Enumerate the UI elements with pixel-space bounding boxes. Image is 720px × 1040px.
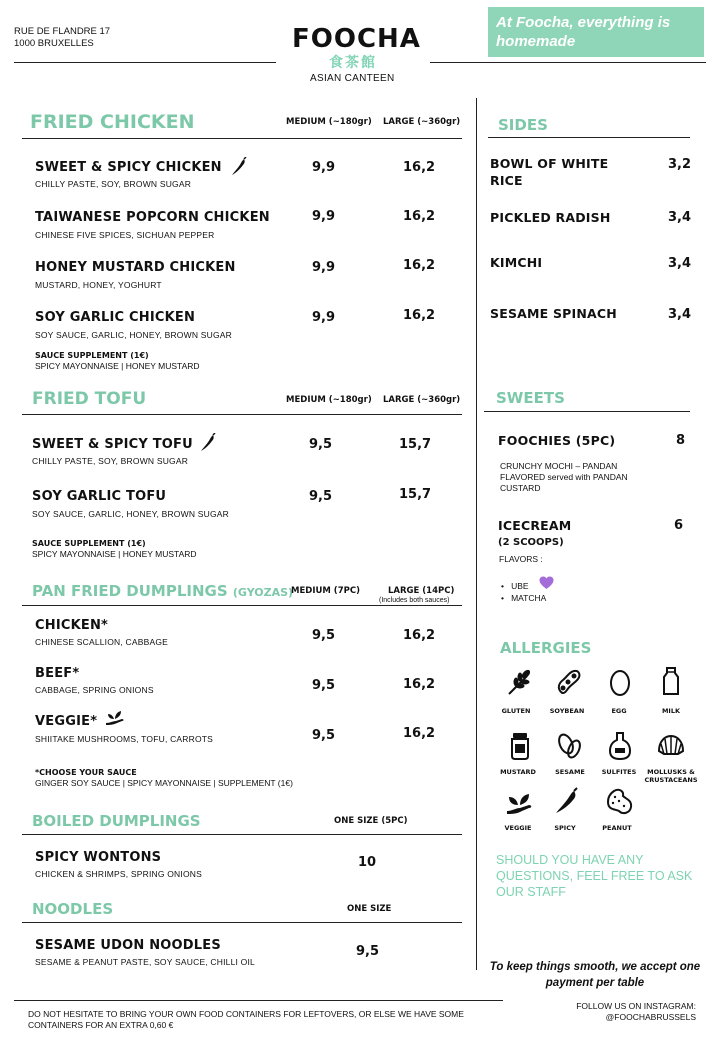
section-title-noodles: NOODLES [32, 900, 114, 918]
allergen-label: PEANUT [602, 824, 632, 832]
item-name: VEGGIE* [35, 714, 98, 729]
instagram-label: FOLLOW US ON INSTAGRAM: [576, 1001, 696, 1011]
allergen-label: SULFITES [601, 768, 637, 776]
dumplings-title-paren: (GYOZAS) [232, 586, 294, 599]
supplement-options: SPICY MAYONNAISE | HONEY MUSTARD [35, 361, 200, 371]
item-name: CHICKEN* [35, 618, 109, 633]
side-price: 3,2 [668, 157, 692, 172]
brand-subtitle: ASIAN CANTEEN [310, 73, 395, 84]
col-one-size: ONE SIZE (5PC) [334, 816, 408, 826]
item-desc: CHILLY PASTE, SOY, BROWN SUGAR [35, 179, 192, 189]
price-large: 15,7 [399, 437, 432, 452]
section-title-sweets: SWEETS [496, 389, 565, 407]
section-title-fried-tofu: FRIED TOFU [32, 389, 147, 409]
item-desc: CABBAGE, SPRING ONIONS [35, 685, 154, 695]
item-name: TAIWANESE POPCORN CHICKEN [35, 210, 270, 225]
section-title-dumplings [32, 582, 293, 600]
col-large-note: (Includes both sauces) [379, 597, 450, 604]
brand-chinese: 食茶館 [329, 55, 377, 71]
address-street: RUE DE FLANDRE 17 [14, 26, 111, 37]
flavor-ube: • UBE [501, 581, 529, 591]
sweet-name: ICECREAM [498, 518, 572, 533]
allergen-label: MILK [661, 707, 681, 715]
item-name: SPICY WONTONS [35, 850, 162, 865]
item-desc: CHILLY PASTE, SOY, BROWN SUGAR [32, 456, 189, 466]
price-medium: 9,5 [312, 678, 336, 693]
sauce-title: *CHOOSE YOUR SAUCE [35, 768, 137, 777]
chili-icon [199, 433, 217, 453]
item-name: SOY GARLIC TOFU [32, 489, 167, 504]
column-divider [476, 98, 477, 970]
choose-sauce [35, 767, 293, 789]
homemade-banner: At Foocha, everything is homemade [488, 7, 704, 57]
header-divider-left [14, 62, 276, 63]
item-desc: CHINESE SCALLION, CABBAGE [35, 637, 169, 647]
sauce-supplement [32, 538, 197, 560]
allergen-label: SOYBEAN [549, 707, 585, 715]
icecream-scoops: (2 SCOOPS) [498, 537, 564, 548]
item-desc: SHIITAKE MUSHROOMS, TOFU, CARROTS [35, 734, 214, 744]
sauce-supplement [35, 350, 200, 372]
price-large: 16,2 [403, 308, 436, 323]
section-title-fried-chicken: FRIED CHICKEN [30, 111, 195, 133]
section-divider [22, 922, 462, 923]
allergen-label: EGG [611, 707, 627, 715]
price-large: 15,7 [399, 487, 432, 502]
item-desc: SESAME & PEANUT PASTE, SOY SAUCE, CHILLI OIL [35, 957, 255, 967]
supplement-title: SAUCE SUPPLEMENT (1€) [32, 539, 146, 548]
price-large: 16,2 [403, 209, 436, 224]
allergen-label: VEGGIE [504, 824, 532, 832]
section-title-allergies: ALLERGIES [500, 639, 592, 657]
side-name: BOWL OF WHITE RICE [490, 156, 609, 188]
sweet-price: 8 [676, 433, 686, 448]
price-medium: 9,5 [309, 437, 333, 452]
price: 9,5 [356, 944, 380, 959]
col-medium: MEDIUM (~180gr) [286, 395, 372, 405]
item-desc: MUSTARD, HONEY, YOGHURT [35, 280, 162, 290]
sulfites-bottle-icon [605, 731, 635, 761]
egg-icon [605, 667, 635, 697]
col-medium: MEDIUM (~180gr) [286, 117, 372, 127]
price-medium: 9,9 [312, 310, 336, 325]
sprout-hand-icon [505, 787, 535, 817]
price-medium: 9,5 [312, 628, 336, 643]
col-large: LARGE (14PC) [388, 586, 455, 596]
price-medium: 9,9 [312, 160, 336, 175]
allergen-label: GLUTEN [501, 707, 531, 715]
payment-note: To keep things smooth, we accept one payment per table [489, 961, 701, 989]
item-desc: CHINESE FIVE SPICES, SICHUAN PEPPER [35, 230, 215, 240]
price-large: 16,2 [403, 726, 436, 741]
shell-icon [656, 731, 686, 761]
item-name: HONEY MUSTARD CHICKEN [35, 260, 236, 275]
col-medium: MEDIUM (7PC) [291, 586, 360, 596]
item-name: SESAME UDON NOODLES [35, 938, 221, 953]
price-large: 16,2 [403, 160, 436, 175]
side-name: SESAME SPINACH [490, 306, 617, 321]
allergen-label: MOLLUSKS & CRUSTACEANS [644, 768, 698, 784]
item-desc: SOY SAUCE, GARLIC, HONEY, BROWN SUGAR [35, 330, 232, 340]
item-name: BEEF* [35, 666, 80, 681]
side-price: 3,4 [668, 210, 692, 225]
restaurant-address [14, 26, 110, 50]
section-divider [484, 411, 690, 412]
purple-heart-icon [539, 576, 554, 590]
peanut-icon [605, 787, 635, 817]
sweet-price: 6 [674, 518, 684, 533]
header-divider-right [430, 62, 706, 63]
supplement-options: SPICY MAYONNAISE | HONEY MUSTARD [32, 549, 197, 559]
chili-icon [552, 787, 582, 817]
section-divider [22, 138, 462, 139]
sweet-desc: CRUNCHY MOCHI – PANDAN FLAVORED served with PANDAN CUSTARD [500, 461, 628, 493]
dumplings-title: PAN FRIED DUMPLINGS [32, 582, 228, 600]
item-name: SOY GARLIC CHICKEN [35, 310, 196, 325]
price-medium: 9,9 [312, 209, 336, 224]
side-price: 3,4 [668, 307, 692, 322]
price-medium: 9,5 [312, 728, 336, 743]
col-large: LARGE (~360gr) [383, 117, 461, 127]
price-large: 16,2 [403, 628, 436, 643]
brand-name: FOOCHA [292, 24, 421, 54]
flavor-name: MATCHA [511, 593, 547, 603]
flavor-name: UBE [511, 581, 529, 591]
address-city: 1000 BRUXELLES [14, 38, 94, 49]
price-medium: 9,5 [309, 489, 333, 504]
section-title-sides: SIDES [498, 116, 548, 134]
section-divider [22, 834, 462, 835]
instagram-info [546, 1001, 696, 1023]
staff-questions-note: SHOULD YOU HAVE ANY QUESTIONS, FEEL FREE TO ASK OUR STAFF [496, 853, 693, 899]
section-divider [488, 137, 690, 138]
sprout-hand-icon [104, 708, 126, 726]
price-large: 16,2 [403, 677, 436, 692]
containers-note: DO NOT HESITATE TO BRING YOUR OWN FOOD CONTAINERS FOR LEFTOVERS, OR ELSE WE HAVE SOME CONTAINERS FOR AN EXTRA 0,60 € [28, 1009, 464, 1030]
sesame-icon [555, 731, 585, 761]
col-large: LARGE (~360gr) [383, 395, 461, 405]
wheat-icon [505, 667, 535, 697]
flavor-matcha: • MATCHA [501, 593, 547, 603]
sauce-options: GINGER SOY SAUCE | SPICY MAYONNAISE | SUPPLEMENT (1€) [35, 778, 293, 788]
supplement-title: SAUCE SUPPLEMENT (1€) [35, 351, 149, 360]
sweet-name: FOOCHIES (5PC) [498, 433, 616, 448]
col-one-size: ONE SIZE [347, 904, 392, 914]
price-medium: 9,9 [312, 260, 336, 275]
item-name: SWEET & SPICY CHICKEN [35, 160, 222, 175]
allergen-label: SPICY [554, 824, 576, 832]
flavors-label: FLAVORS : [499, 554, 543, 564]
section-divider [22, 605, 462, 606]
mustard-jar-icon [505, 731, 535, 761]
milk-bottle-icon [656, 666, 686, 696]
side-name: KIMCHI [490, 255, 543, 270]
footer-divider [14, 1000, 503, 1001]
side-name: PICKLED RADISH [490, 210, 611, 225]
soybean-icon [554, 667, 584, 697]
section-title-boiled: BOILED DUMPLINGS [32, 812, 201, 830]
side-price: 3,4 [668, 256, 692, 271]
chili-icon [230, 157, 248, 177]
price-large: 16,2 [403, 258, 436, 273]
allergen-label: SESAME [555, 768, 585, 776]
item-name: SWEET & SPICY TOFU [32, 437, 193, 452]
instagram-handle[interactable]: @FOOCHABRUSSELS [605, 1012, 696, 1022]
section-divider [22, 414, 462, 415]
item-desc: SOY SAUCE, GARLIC, HONEY, BROWN SUGAR [32, 509, 229, 519]
item-desc: CHICKEN & SHRIMPS, SPRING ONIONS [35, 869, 202, 879]
price: 10 [358, 855, 377, 870]
allergen-label: MUSTARD [500, 768, 536, 776]
